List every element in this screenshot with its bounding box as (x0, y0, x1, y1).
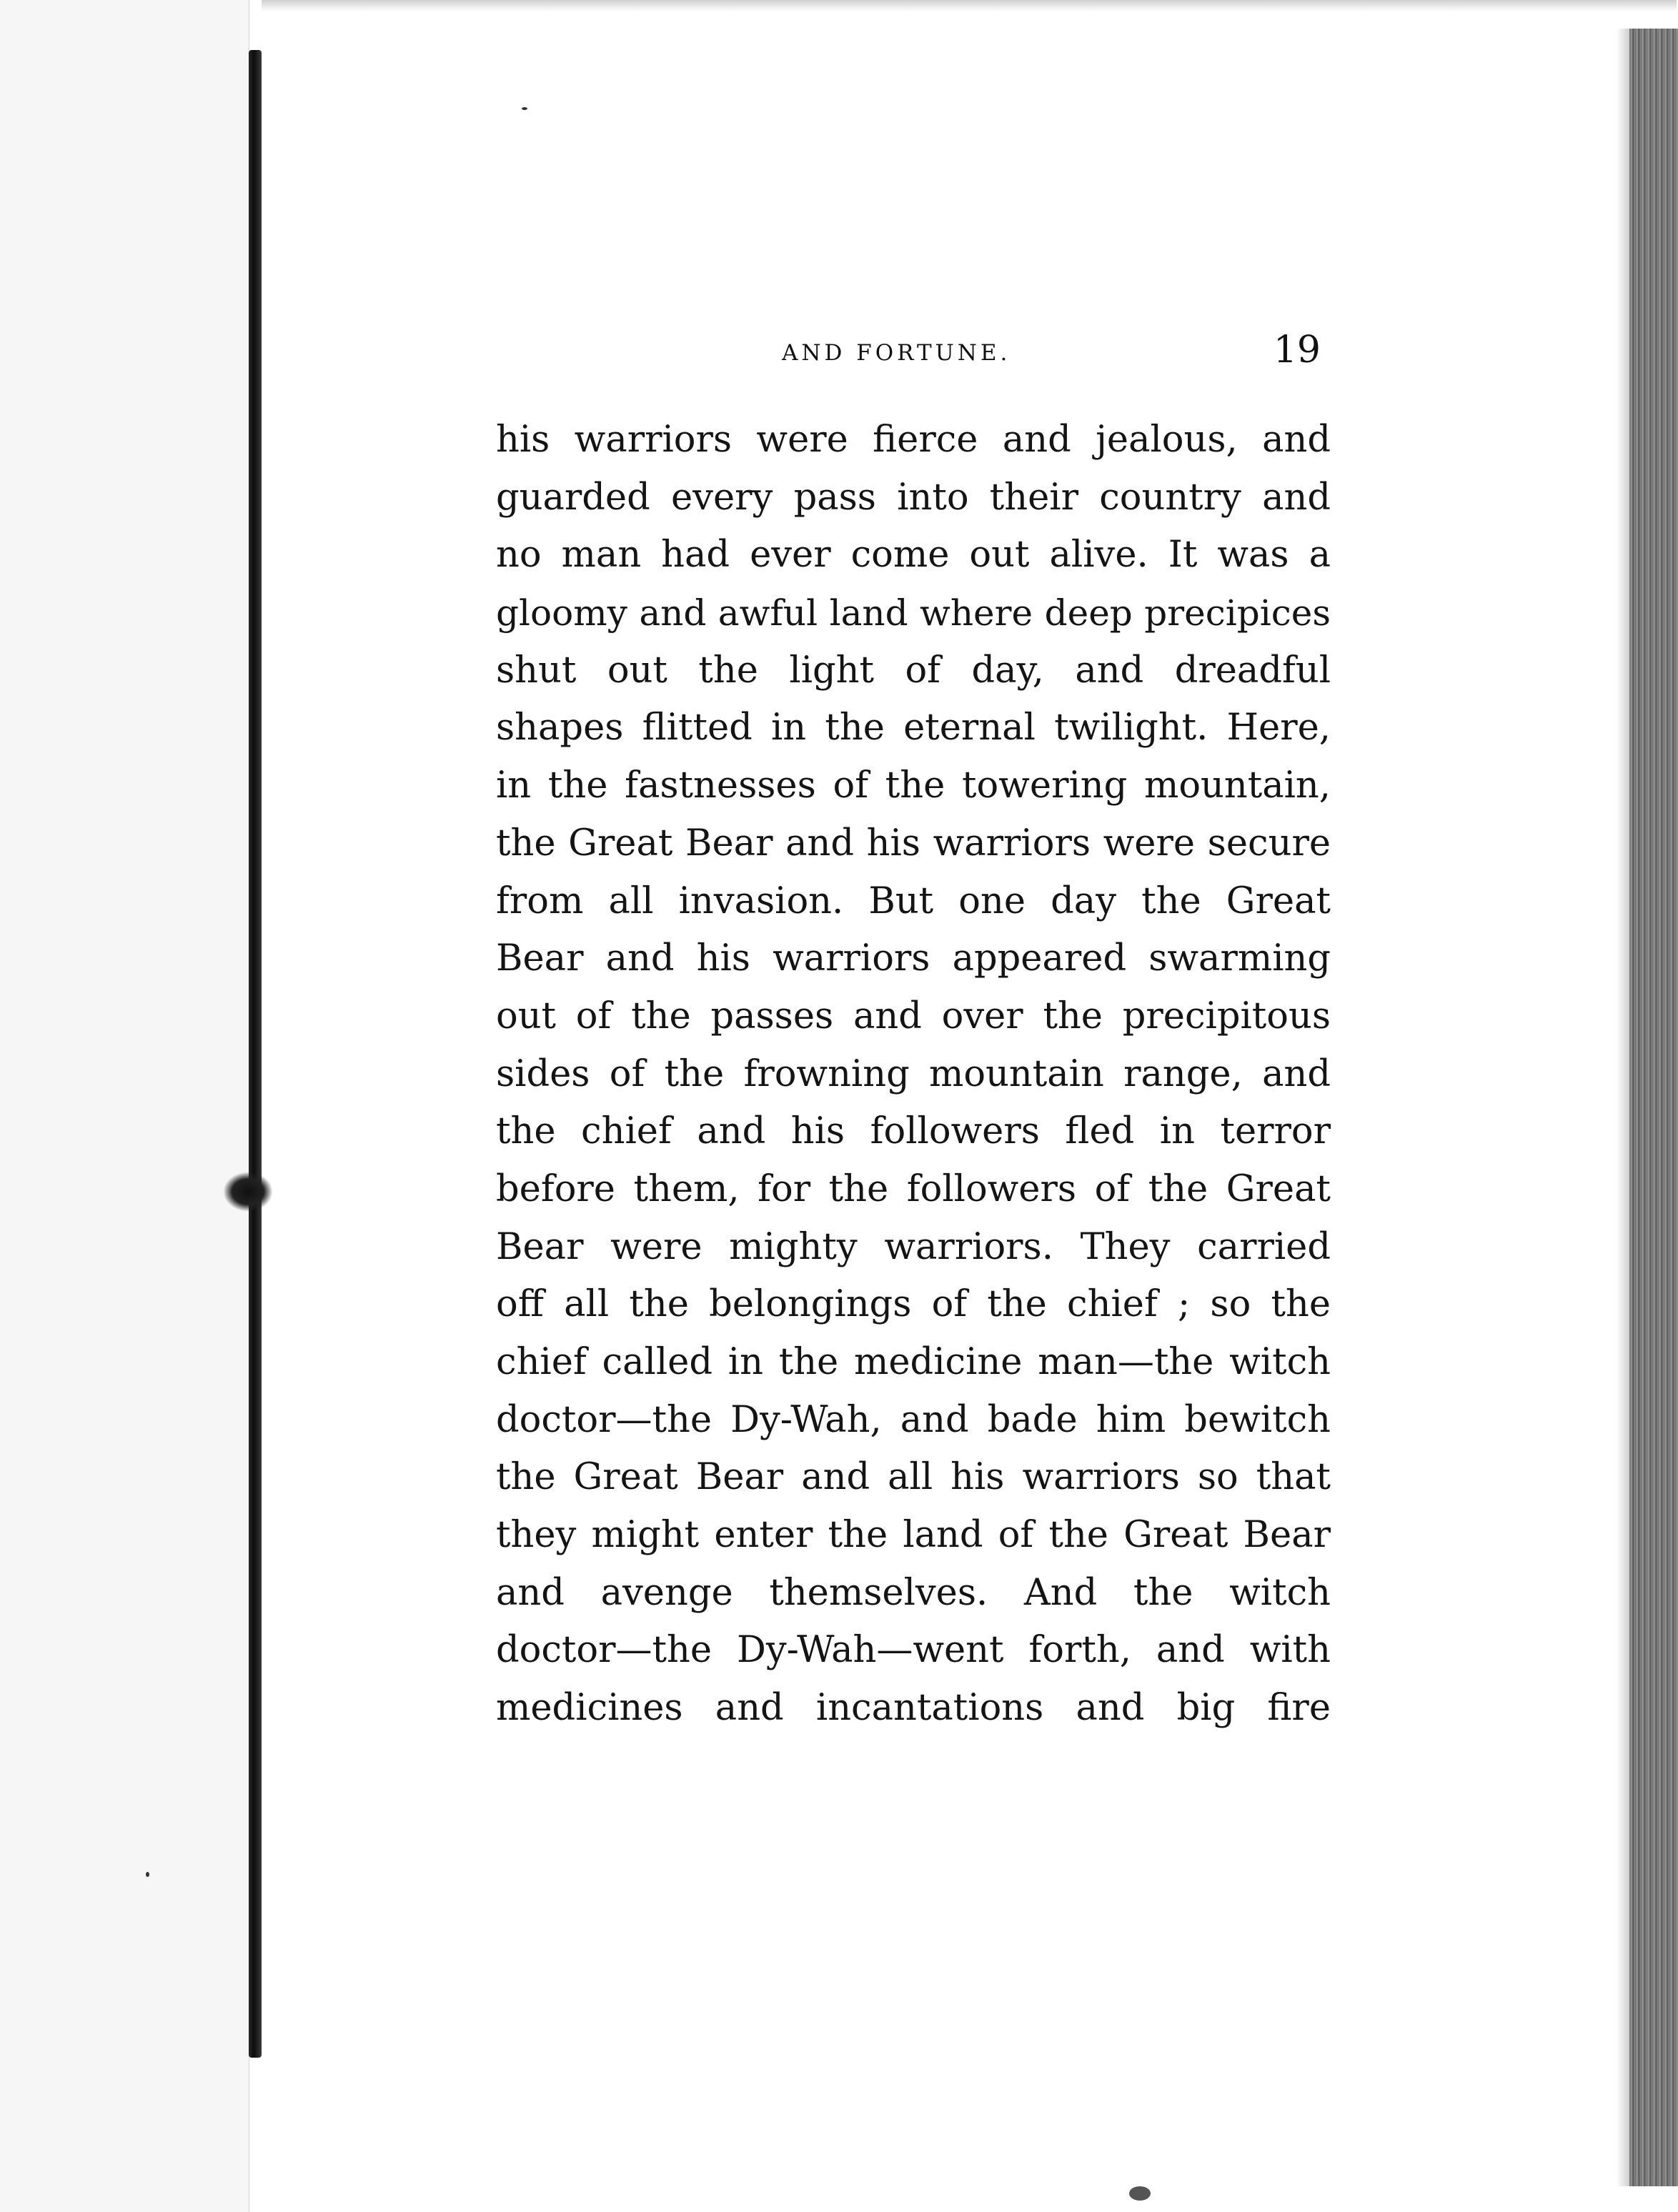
ink-speck (146, 1872, 149, 1877)
text-line: doctor—the Dy-Wah, and bade him bewitch (496, 1398, 1331, 1441)
text-line: sides of the frowning mountain range, and (496, 1052, 1331, 1095)
page-header (486, 329, 1329, 384)
ink-speck (522, 107, 527, 110)
right-edge-shadow (1617, 29, 1629, 2186)
ink-speck (1129, 2186, 1151, 2201)
text-line: in the fastnesses of the towering mountain, (496, 764, 1331, 807)
text-line: the chief and his followers fled in terror (496, 1110, 1331, 1153)
text-line: shut out the light of day, and dreadful (496, 649, 1331, 692)
text-line: out of the passes and over the precipitous (496, 995, 1331, 1037)
text-line: before them, for the followers of the Great (496, 1167, 1331, 1210)
text-line: off all the belongings of the chief ; so the (496, 1283, 1331, 1326)
body-text (496, 412, 1331, 1738)
text-line: no man had ever come out alive. It was a (496, 534, 1331, 577)
running-head: AND FORTUNE. (782, 340, 1011, 366)
text-line: gloomy and awful land where deep precipices (496, 592, 1331, 634)
text-line: chief called in the medicine man—the witch (496, 1341, 1331, 1383)
binding-thread (223, 1172, 273, 1212)
text-line: guarded every pass into their country and (496, 476, 1331, 519)
text-line: Bear and his warriors appeared swarming (496, 937, 1331, 980)
text-line: the Great Bear and all his warriors so that (496, 1456, 1331, 1499)
text-line: the Great Bear and his warriors were secure (496, 822, 1331, 865)
top-edge-shadow (262, 0, 1677, 11)
text-line: and avenge themselves. And the witch (496, 1571, 1331, 1614)
text-line: from all invasion. But one day the Great (496, 880, 1331, 922)
text-line: his warriors were fierce and jealous, and (496, 419, 1331, 461)
page-number: 19 (1273, 329, 1321, 372)
left-facing-page (0, 0, 249, 2212)
text-line: shapes flitted in the eternal twilight. Here, (496, 707, 1331, 749)
text-line: doctor—the Dy-Wah—went forth, and with (496, 1629, 1331, 1672)
page-edge-stack (1629, 29, 1678, 2186)
text-line: Bear were mighty warriors. They carried (496, 1225, 1331, 1268)
book-gutter (249, 50, 262, 2058)
text-line: they might enter the land of the Great Bear (496, 1514, 1331, 1557)
text-line: medicines and incantations and big fire (496, 1687, 1331, 1730)
